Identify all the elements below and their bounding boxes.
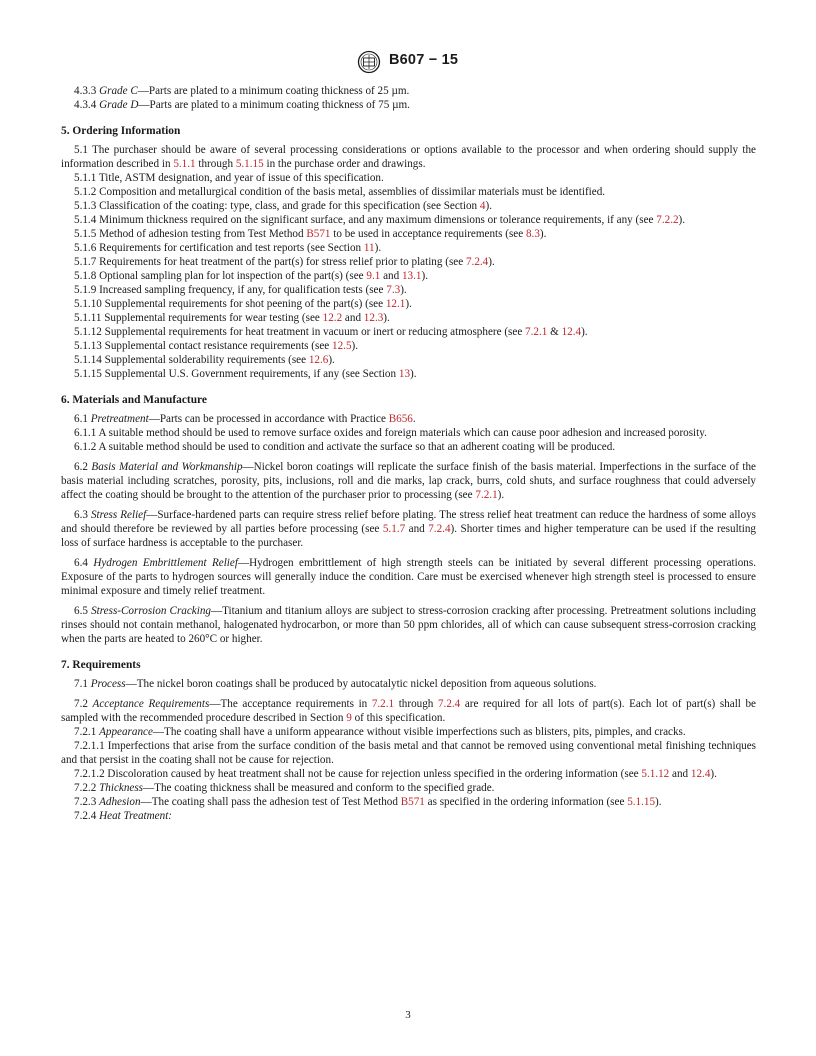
cross-reference-link[interactable]: B571 (400, 796, 425, 808)
paragraph-6-4: 6.4 Hydrogen Embrittlement Relief—Hydrogen embrittlement of high strength steels can be initiated by several different processing operations. Exposure of the parts to hydrogen sources will generally induce the condition. Care must be exercised whenever high strength steel is processed to ensure minimal exposure and timely relief treatment. (61, 557, 756, 597)
paragraph-6-1: 6.1 Pretreatment—Parts can be processed in accordance with Practice B656. (74, 413, 416, 425)
cross-reference-link[interactable]: 12.3 (363, 312, 384, 324)
cross-reference-link[interactable]: 12.4 (690, 768, 711, 780)
cross-reference-link[interactable]: 7.2.4 (437, 698, 461, 710)
paragraph-7-2-2: 7.2.2 Thickness—The coating thickness shall be measured and conform to the specified grade. (74, 782, 495, 794)
cross-reference-link[interactable]: 5.1.15 (235, 158, 264, 170)
cross-reference-link[interactable]: 13 (398, 368, 411, 380)
section-heading-ordering-information: 5. Ordering Information (61, 125, 181, 137)
paragraph-5-1-2: 5.1.2 Composition and metallurgical condition of the basis metal, assemblies of dissimilar materials must be identified. (74, 186, 606, 198)
cross-reference-link[interactable]: 7.3 (386, 284, 401, 296)
section-heading-requirements: 7. Requirements (61, 659, 141, 671)
cross-reference-link[interactable]: 5.1.12 (641, 768, 670, 780)
paragraph-5-1-4: 5.1.4 Minimum thickness required on the significant surface, and any maximum dimensions or tolerance requirements, if any (see 7.2.2). (74, 214, 686, 226)
paragraph-5-1-14: 5.1.14 Supplemental solderability requirements (see 12.6). (74, 354, 335, 366)
paragraph-5-1-10: 5.1.10 Supplemental requirements for shot peening of the part(s) (see 12.1). (74, 298, 412, 310)
cross-reference-link[interactable]: 9.1 (366, 270, 381, 282)
page-header (0, 50, 816, 76)
document-designation: B607 − 15 (389, 52, 459, 68)
page-number: 3 (405, 1009, 411, 1021)
paragraph-6-3: 6.3 Stress Relief—Surface-hardened parts can require stress relief before plating. The stress relief heat treatment can reduce the hardness of some alloys and should therefore be reviewed by all parties before processing (see 5.1.7 and 7.2.4). Shorter times and higher temperature can be used if the resulting loss of surface hardness is acceptable to the purchaser. (61, 509, 756, 549)
paragraph-6-1-1: 6.1.1 A suitable method should be used to remove surface oxides and foreign materials which can cause poor adhesion and increased porosity. (74, 427, 707, 439)
paragraph-5-1-8: 5.1.8 Optional sampling plan for lot inspection of the part(s) (see 9.1 and 13.1). (74, 270, 428, 282)
paragraph-7-2-4: 7.2.4 Heat Treatment: (74, 810, 172, 822)
cross-reference-link[interactable]: 7.2.4 (428, 523, 451, 535)
cross-reference-link[interactable]: 7.2.1 (525, 326, 548, 338)
cross-reference-link[interactable]: 12.2 (322, 312, 343, 324)
paragraph-5-1-9: 5.1.9 Increased sampling frequency, if any, for qualification tests (see 7.3). (74, 284, 407, 296)
cross-reference-link[interactable]: 7.2.1 (371, 698, 395, 710)
paragraph-5-1-7: 5.1.7 Requirements for heat treatment of the part(s) for stress relief prior to plating (see 7.2.4). (74, 256, 495, 268)
section-heading-materials-and-manufacture: 6. Materials and Manufacture (61, 394, 207, 406)
cross-reference-link[interactable]: 7.2.2 (656, 214, 679, 226)
cross-reference-link[interactable]: 4 (479, 200, 486, 212)
paragraph-5-1-13: 5.1.13 Supplemental contact resistance requirements (see 12.5). (74, 340, 359, 352)
paragraph-5-1-6: 5.1.6 Requirements for certification and test reports (see Section 11). (74, 242, 382, 254)
paragraph-5-1: 5.1 The purchaser should be aware of several processing considerations or options available to the processor and when ordering should supply the information described in 5.1.1 through 5.1.15 in the purchase order and drawings. (61, 144, 756, 170)
paragraph-4-3-4: 4.3.4 Grade D—Parts are plated to a minimum coating thickness of 75 µm. (74, 99, 410, 111)
paragraph-7-2: 7.2 Acceptance Requirements—The acceptance requirements in 7.2.1 through 7.2.4 are required for all lots of part(s). Each lot of part(s) shall be sampled with the recommended procedure described in Section 9 of this specification. (61, 698, 756, 724)
paragraph-7-2-1-2: 7.2.1.2 Discoloration caused by heat treatment shall not be cause for rejection unless specified in the ordering information (see 5.1.12 and 12.4). (74, 768, 717, 780)
document-body (61, 84, 756, 823)
paragraph-5-1-5: 5.1.5 Method of adhesion testing from Test Method B571 to be used in acceptance requirements (see 8.3). (74, 228, 547, 240)
paragraph-6-5: 6.5 Stress-Corrosion Cracking—Titanium and titanium alloys are subject to stress-corrosion cracking after processing. Pretreatment solutions including rinses should not contain methanol, halogenated hydrocarbon, or more than 50 ppm chlorides, all of which can cause subsequent stress-corrosion cracking when the parts are heated to 260°C or higher. (61, 605, 757, 645)
cross-reference-link[interactable]: 11 (363, 242, 375, 254)
paragraph-5-1-1: 5.1.1 Title, ASTM designation, and year of issue of this specification. (74, 172, 384, 184)
paragraph-5-1-11: 5.1.11 Supplemental requirements for wear testing (see 12.2 and 12.3). (74, 312, 390, 324)
cross-reference-link[interactable]: 13.1 (401, 270, 422, 282)
paragraph-4-3-3: 4.3.3 Grade C—Parts are plated to a minimum coating thickness of 25 µm. (74, 85, 410, 97)
cross-reference-link[interactable]: 8.3 (525, 228, 540, 240)
cross-reference-link[interactable]: B571 (306, 228, 331, 240)
paragraph-7-2-1: 7.2.1 Appearance—The coating shall have a uniform appearance without visible imperfections such as blisters, pits, pimples, and cracks. (74, 726, 686, 738)
cross-reference-link[interactable]: 7.2.1 (475, 489, 498, 501)
paragraph-5-1-3: 5.1.3 Classification of the coating: type, class, and grade for this specification (see Section 4). (74, 200, 492, 212)
cross-reference-link[interactable]: 12.4 (561, 326, 582, 338)
astm-logo-icon (357, 50, 381, 74)
cross-reference-link[interactable]: 9 (346, 712, 352, 724)
cross-reference-link[interactable]: 12.6 (308, 354, 329, 366)
cross-reference-link[interactable]: 7.2.4 (465, 256, 489, 268)
paragraph-7-2-1-1: 7.2.1.1 Imperfections that arise from the surface condition of the basis metal and that cannot be removed using conventional metal finishing techniques and that persist in the coating shall not be cause for rejection. (61, 740, 756, 766)
paragraph-6-2: 6.2 Basis Material and Workmanship—Nickel boron coatings will replicate the surface finish of the basis material. Imperfections in the surface of the basis material including scratches, porosity, pits, inclusions, roll and die marks, lap crack, burrs, cold shuts, and surface roughness that could adversely affect the coating should be brought to the attention of the purchaser prior to processing (see 7.2.1). (61, 461, 756, 501)
cross-reference-link[interactable]: 12.1 (385, 298, 406, 310)
paragraph-5-1-12: 5.1.12 Supplemental requirements for heat treatment in vacuum or inert or reducing atmosphere (see 7.2.1 & 12.4). (74, 326, 588, 338)
paragraph-5-1-15: 5.1.15 Supplemental U.S. Government requirements, if any (see Section 13). (74, 368, 417, 380)
cross-reference-link[interactable]: B656 (388, 413, 413, 425)
paragraph-6-1-2: 6.1.2 A suitable method should be used to condition and activate the surface so that an adherent coating will be produced. (74, 441, 616, 453)
cross-reference-link[interactable]: 5.1.7 (382, 523, 406, 535)
cross-reference-link[interactable]: 5.1.1 (173, 158, 196, 170)
cross-reference-link[interactable]: 5.1.15 (627, 796, 656, 808)
paragraph-7-2-3: 7.2.3 Adhesion—The coating shall pass the adhesion test of Test Method B571 as specified in the ordering information (see 5.1.15). (74, 796, 662, 808)
paragraph-7-1: 7.1 Process—The nickel boron coatings shall be produced by autocatalytic nickel deposition from aqueous solutions. (74, 678, 597, 690)
cross-reference-link[interactable]: 12.5 (332, 340, 352, 352)
